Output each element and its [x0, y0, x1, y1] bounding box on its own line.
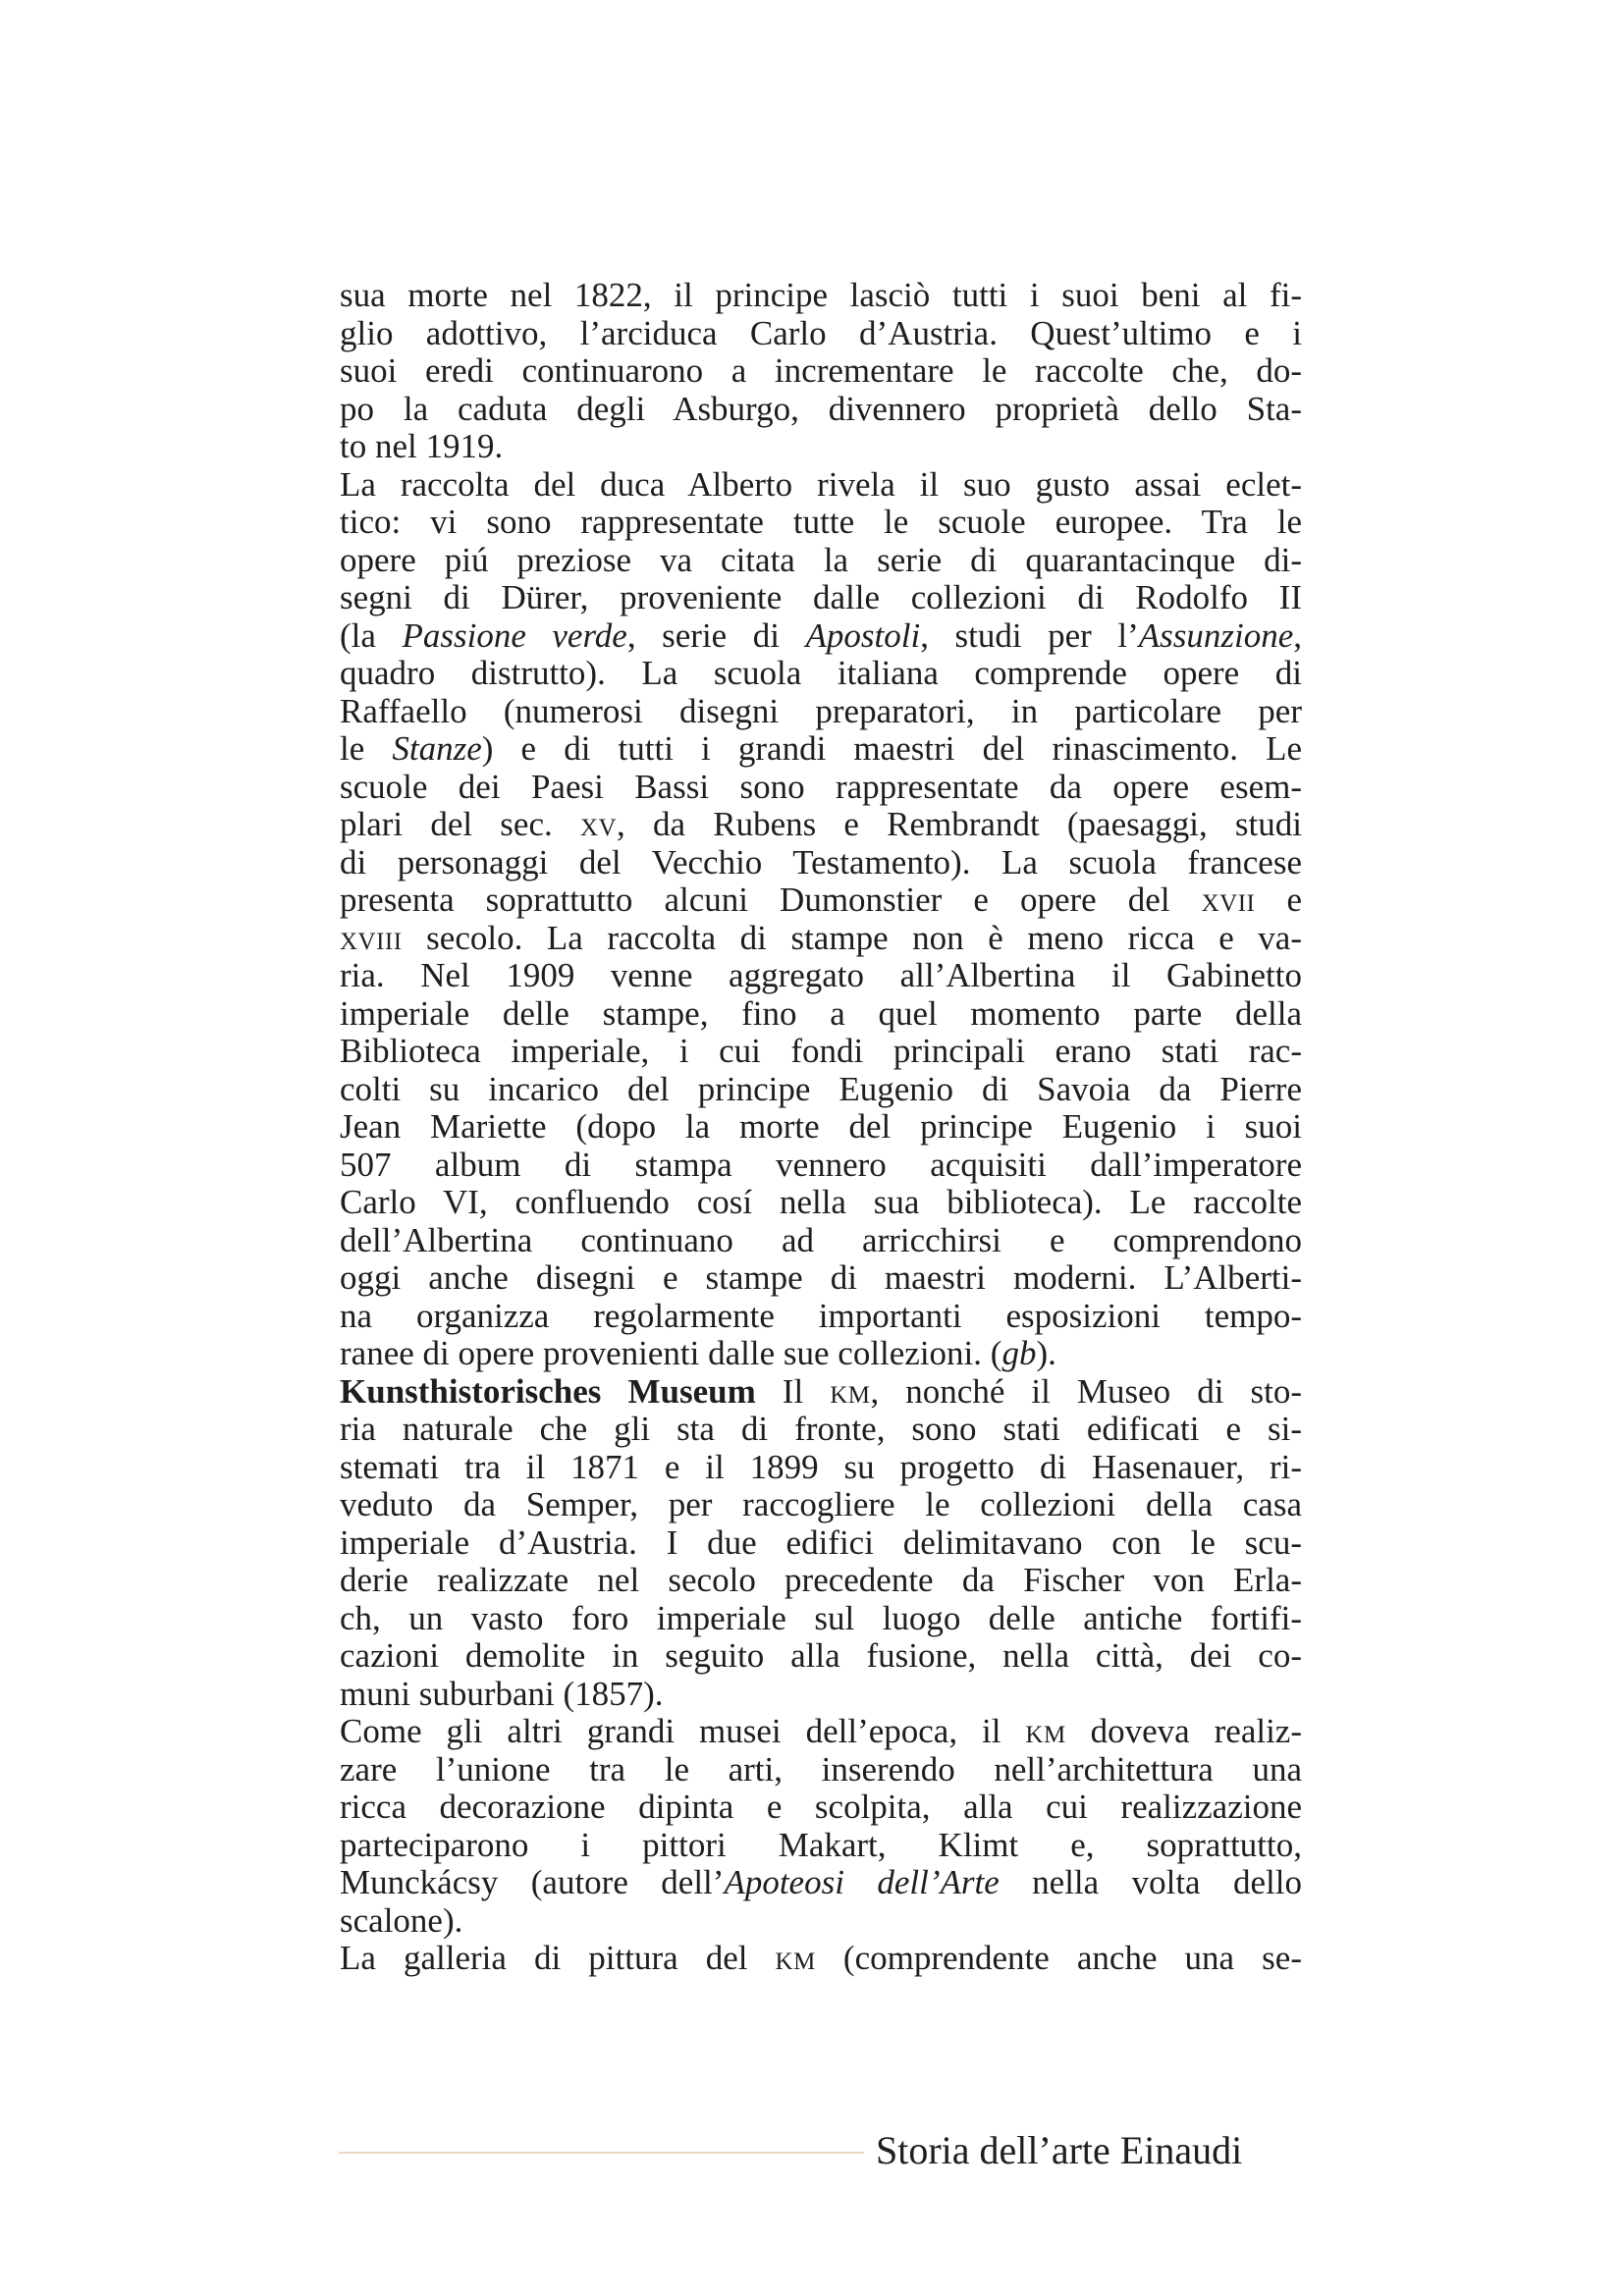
text-line	[340, 1184, 1302, 1222]
text-run: stemati tra il 1871 e il 1899 su progetto di Hasenauer, ri-	[340, 1447, 1302, 1486]
italic-text: Passione verde	[402, 615, 627, 655]
text-line	[340, 1147, 1302, 1185]
italic-text: Stanze	[392, 729, 482, 768]
text-run: zare l’unione tra le arti, inserendo nell’architettura una	[340, 1749, 1302, 1789]
text-run: glio adottivo, l’arciduca Carlo d’Austria. Quest’ultimo e i	[340, 313, 1302, 352]
text-run: scalone).	[340, 1900, 463, 1940]
text-run: doveva realiz-	[1065, 1712, 1302, 1750]
text-line	[340, 1940, 1302, 1978]
text-run: Come gli altri grandi musei dell’epoca, il	[340, 1712, 1026, 1750]
text-run: Il	[755, 1371, 831, 1411]
italic-text: gb	[1001, 1334, 1037, 1372]
text-run: imperiale d’Austria. I due edifici delimitavano con le scu-	[340, 1522, 1302, 1562]
text-run: , nonché il Museo di sto-	[870, 1371, 1302, 1411]
text-line	[340, 579, 1302, 617]
text-run: segni di Dürer, proveniente dalle collezioni di Rodolfo II	[340, 578, 1302, 616]
small-caps-text: km	[775, 1939, 816, 1977]
footer-title: Storia dell’arte Einaudi	[876, 2128, 1243, 2172]
text-run: ).	[1036, 1334, 1056, 1372]
text-line	[340, 315, 1302, 353]
small-caps-text: xvii	[1201, 881, 1256, 919]
text-run: (la	[340, 615, 403, 655]
text-line	[340, 1789, 1302, 1827]
text-run: La galleria di pittura del	[340, 1939, 776, 1977]
text-line	[340, 277, 1302, 315]
text-run: (comprendente anche una se-	[815, 1939, 1302, 1977]
text-run: tico: vi sono rappresentate tutte le scuole europee. Tra le	[340, 503, 1302, 541]
text-line	[340, 693, 1302, 731]
text-run: Biblioteca imperiale, i cui fondi principali erano stati rac-	[340, 1032, 1302, 1070]
text-line	[340, 1524, 1302, 1563]
footer-rule	[339, 2152, 864, 2154]
text-line	[340, 1676, 1302, 1714]
text-run: , studi per l’	[920, 615, 1139, 655]
text-line	[340, 806, 1302, 844]
text-run: presenta soprattutto alcuni Dumonstier e opere del	[340, 881, 1202, 919]
text-line	[340, 1373, 1302, 1412]
text-run: na organizza regolarmente importanti esposizioni tempo-	[340, 1296, 1302, 1335]
text-line	[340, 466, 1302, 505]
text-line	[340, 352, 1302, 391]
text-line	[340, 1449, 1302, 1487]
text-line	[340, 1259, 1302, 1298]
text-run: po la caduta degli Asburgo, divennero proprietà dello Sta-	[340, 389, 1302, 428]
text-line	[340, 1637, 1302, 1676]
text-run: suoi eredi continuarono a incrementare le raccolte che, do-	[340, 351, 1302, 390]
text-line	[340, 730, 1302, 769]
text-run: Munckácsy (autore dell’	[340, 1863, 725, 1901]
small-caps-text: xv	[579, 805, 618, 843]
text-run: e	[1255, 881, 1302, 919]
italic-text: Assunzione	[1138, 615, 1294, 655]
text-line	[340, 1827, 1302, 1865]
text-run: dell’Albertina continuano ad arricchirsi e comprendono	[340, 1220, 1302, 1259]
text-line	[340, 1751, 1302, 1789]
text-run: opere piú preziose va citata la serie di quarantacinque di-	[340, 540, 1302, 579]
text-line	[340, 1486, 1302, 1524]
text-line	[340, 1411, 1302, 1449]
text-run: Raffaello (numerosi disegni preparatori, in particolare per	[340, 691, 1302, 730]
text-run: ricca decorazione dipinta e scolpita, alla cui realizzazione	[340, 1788, 1302, 1826]
text-line	[340, 1713, 1302, 1751]
text-line	[340, 1108, 1302, 1147]
text-run: le	[340, 729, 393, 768]
text-line	[340, 844, 1302, 882]
text-line	[340, 391, 1302, 429]
text-line	[340, 881, 1302, 920]
text-run: La raccolta del duca Alberto rivela il suo gusto assai eclet-	[340, 464, 1302, 504]
italic-text: Apostoli	[805, 615, 921, 655]
text-run: sua morte nel 1822, il principe lasciò tutti i suoi beni al fi-	[340, 276, 1302, 314]
entry-heading: Kunsthistorisches Museum	[340, 1371, 756, 1411]
text-run: veduto da Semper, per raccogliere le collezioni della casa	[340, 1485, 1302, 1523]
text-line	[340, 1071, 1302, 1109]
text-line	[340, 1562, 1302, 1600]
text-run: quadro distrutto). La scuola italiana comprende opere di	[340, 654, 1302, 692]
small-caps-text: km	[1025, 1712, 1066, 1750]
text-line	[340, 428, 1302, 466]
text-run: di personaggi del Vecchio Testamento). La scuola francese	[340, 842, 1302, 881]
text-line	[340, 504, 1302, 542]
text-run: nella volta dello	[999, 1863, 1302, 1901]
text-line	[340, 1298, 1302, 1336]
text-run: , serie di	[626, 615, 806, 655]
small-caps-text: km	[830, 1371, 871, 1411]
text-run: parteciparono i pittori Makart, Klimt e, soprattutto,	[340, 1825, 1302, 1864]
text-line	[340, 617, 1302, 656]
text-run: cazioni demolite in seguito alla fusione, nella città, dei co-	[340, 1636, 1302, 1675]
text-run: muni suburbani (1857).	[340, 1674, 664, 1713]
text-line	[340, 1033, 1302, 1071]
text-run: derie realizzate nel secolo precedente da Fischer von Erla-	[340, 1561, 1302, 1599]
text-run: Carlo VI, confluendo cosí nella sua biblioteca). Le raccolte	[340, 1183, 1302, 1221]
text-run: ria. Nel 1909 venne aggregato all’Albertina il Gabinetto	[340, 956, 1302, 994]
text-run: ch, un vasto foro imperiale sul luogo delle antiche fortifi-	[340, 1598, 1302, 1637]
text-run: scuole dei Paesi Bassi sono rappresentate da opere esem-	[340, 767, 1302, 806]
text-run: colti su incarico del principe Eugenio di Savoia da Pierre	[340, 1069, 1302, 1108]
text-line	[340, 957, 1302, 995]
text-run: ,	[1293, 615, 1303, 655]
text-line	[340, 920, 1302, 958]
text-line	[340, 995, 1302, 1034]
text-run: secolo. La raccolta di stampe non è meno ricca e va-	[402, 918, 1302, 957]
text-line	[340, 1335, 1302, 1373]
text-run: , da Rubens e Rembrandt (paesaggi, studi	[617, 805, 1302, 843]
text-line	[340, 769, 1302, 807]
text-run: ranee di opere provenienti dalle sue collezioni. (	[340, 1334, 1002, 1372]
text-line	[340, 1222, 1302, 1260]
text-line	[340, 655, 1302, 693]
small-caps-text: xviii	[340, 918, 403, 957]
text-line	[340, 542, 1302, 580]
text-run: 507 album di stampa vennero acquisiti dall’imperatore	[340, 1145, 1302, 1184]
text-line	[340, 1902, 1302, 1941]
text-run: ria naturale che gli sta di fronte, sono stati edificati e si-	[340, 1410, 1302, 1448]
text-line	[340, 1600, 1302, 1638]
body-text	[340, 277, 1302, 1978]
text-run: oggi anche disegni e stampe di maestri moderni. L’Alberti-	[340, 1258, 1302, 1297]
text-line	[340, 1864, 1302, 1902]
text-run: plari del sec.	[340, 805, 580, 843]
text-run: imperiale delle stampe, fino a quel momento parte della	[340, 993, 1302, 1033]
italic-text: Apoteosi dell’Arte	[724, 1863, 1000, 1901]
text-run: to nel 1919.	[340, 427, 504, 465]
text-run: ) e di tutti i grandi maestri del rinascimento. Le	[481, 729, 1303, 768]
text-run: Jean Mariette (dopo la morte del principe Eugenio i suoi	[340, 1107, 1302, 1146]
